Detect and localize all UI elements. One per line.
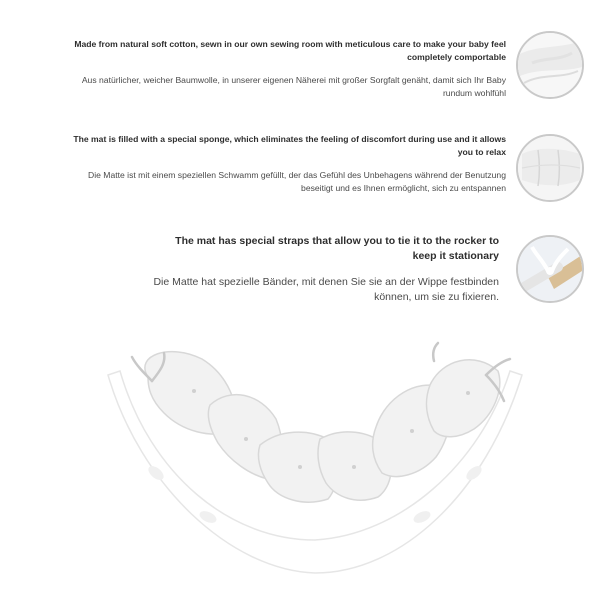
tie-strap-icon — [516, 235, 584, 303]
rocker-cushion-illustration — [90, 335, 530, 585]
cotton-fabric-closeup-icon — [516, 31, 584, 99]
feature-sponge-english: The mat is filled with a special sponge, which eliminates the feeling of discomfort during use and it allows you to relax — [73, 134, 506, 157]
feature-cotton — [60, 38, 506, 100]
feature-sponge — [60, 133, 506, 195]
feature-cotton-english: Made from natural soft cotton, sewn in our own sewing room with meticulous care to make your baby feel completely comportable — [74, 39, 506, 62]
feature-straps — [150, 234, 499, 305]
feature-sponge-german: Die Matte ist mit einem speziellen Schwamm gefüllt, der das Gefühl des Unbehagens während der Benutzung beseitigt und es Ihnen ermöglicht, sich zu entspannen — [88, 170, 506, 193]
feature-straps-english: The mat has special straps that allow you to tie it to the rocker to keep it stationary — [175, 235, 499, 262]
feature-straps-german: Die Matte hat spezielle Bänder, mit denen Sie sie an der Wippe festbinden können, um sie zu fixieren. — [153, 276, 499, 303]
feature-cotton-german: Aus natürlicher, weicher Baumwolle, in unserer eigenen Näherei mit großer Sorgfalt genäht, damit sich Ihr Baby rundum wohlfühl — [81, 75, 506, 98]
sponge-filling-icon — [516, 134, 584, 202]
